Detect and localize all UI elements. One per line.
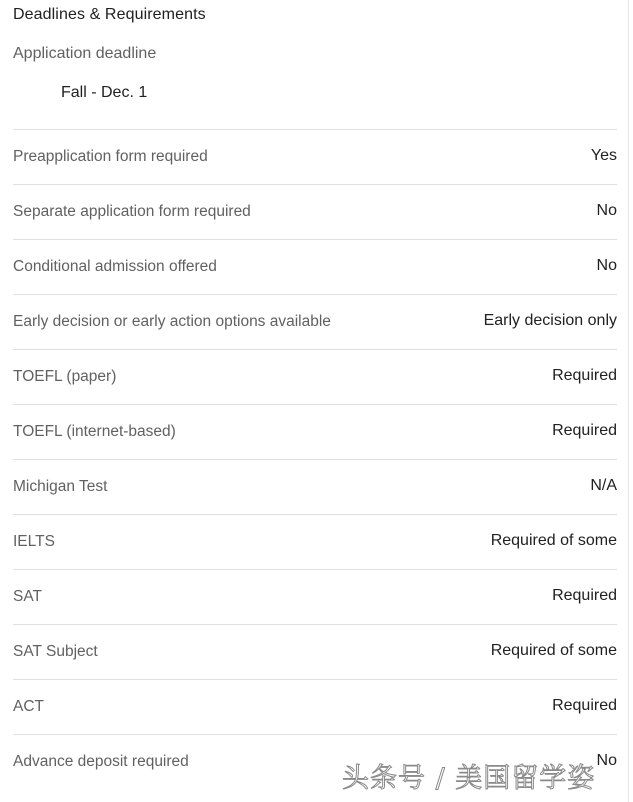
requirements-list — [13, 129, 617, 789]
panel-border — [628, 0, 629, 802]
requirement-row-separate-application-form — [13, 184, 617, 239]
requirement-label: Preapplication form required — [13, 148, 208, 165]
watermark: 头条号 / 美国留学姿 — [342, 763, 596, 794]
requirement-row-preapplication-form — [13, 129, 617, 184]
requirement-row-early-decision — [13, 294, 617, 349]
requirement-row-toefl-internet — [13, 404, 617, 459]
requirement-label: SAT — [13, 588, 42, 605]
section-title: Deadlines & Requirements — [13, 6, 206, 23]
requirement-value: No — [596, 752, 617, 769]
requirement-value: Required — [552, 422, 617, 439]
requirement-label: ACT — [13, 698, 44, 715]
requirement-value: N/A — [590, 477, 617, 494]
requirement-value: No — [596, 257, 617, 274]
requirement-label: TOEFL (paper) — [13, 368, 117, 385]
requirement-row-michigan-test — [13, 459, 617, 514]
requirement-value: Required — [552, 587, 617, 604]
requirement-label: TOEFL (internet-based) — [13, 423, 176, 440]
requirement-row-sat — [13, 569, 617, 624]
requirement-row-ielts — [13, 514, 617, 569]
requirement-value: Early decision only — [483, 312, 617, 329]
requirement-label: IELTS — [13, 533, 55, 550]
requirement-value: Required of some — [490, 642, 617, 659]
requirement-label: SAT Subject — [13, 643, 98, 660]
requirement-label: Separate application form required — [13, 203, 251, 220]
requirement-row-sat-subject — [13, 624, 617, 679]
requirement-label: Advance deposit required — [13, 753, 189, 770]
requirement-label: Michigan Test — [13, 478, 108, 495]
requirement-row-conditional-admission — [13, 239, 617, 294]
requirement-value: Required — [552, 367, 617, 384]
requirement-value: No — [596, 202, 617, 219]
requirement-label: Conditional admission offered — [13, 258, 217, 275]
requirement-value: Required — [552, 697, 617, 714]
application-deadline-label: Application deadline — [13, 45, 157, 62]
application-deadline-value: Fall - Dec. 1 — [61, 84, 148, 101]
requirement-label: Early decision or early action options available — [13, 313, 331, 330]
requirement-row-toefl-paper — [13, 349, 617, 404]
requirement-value: Yes — [590, 147, 617, 164]
requirement-row-act — [13, 679, 617, 734]
requirement-value: Required of some — [490, 532, 617, 549]
